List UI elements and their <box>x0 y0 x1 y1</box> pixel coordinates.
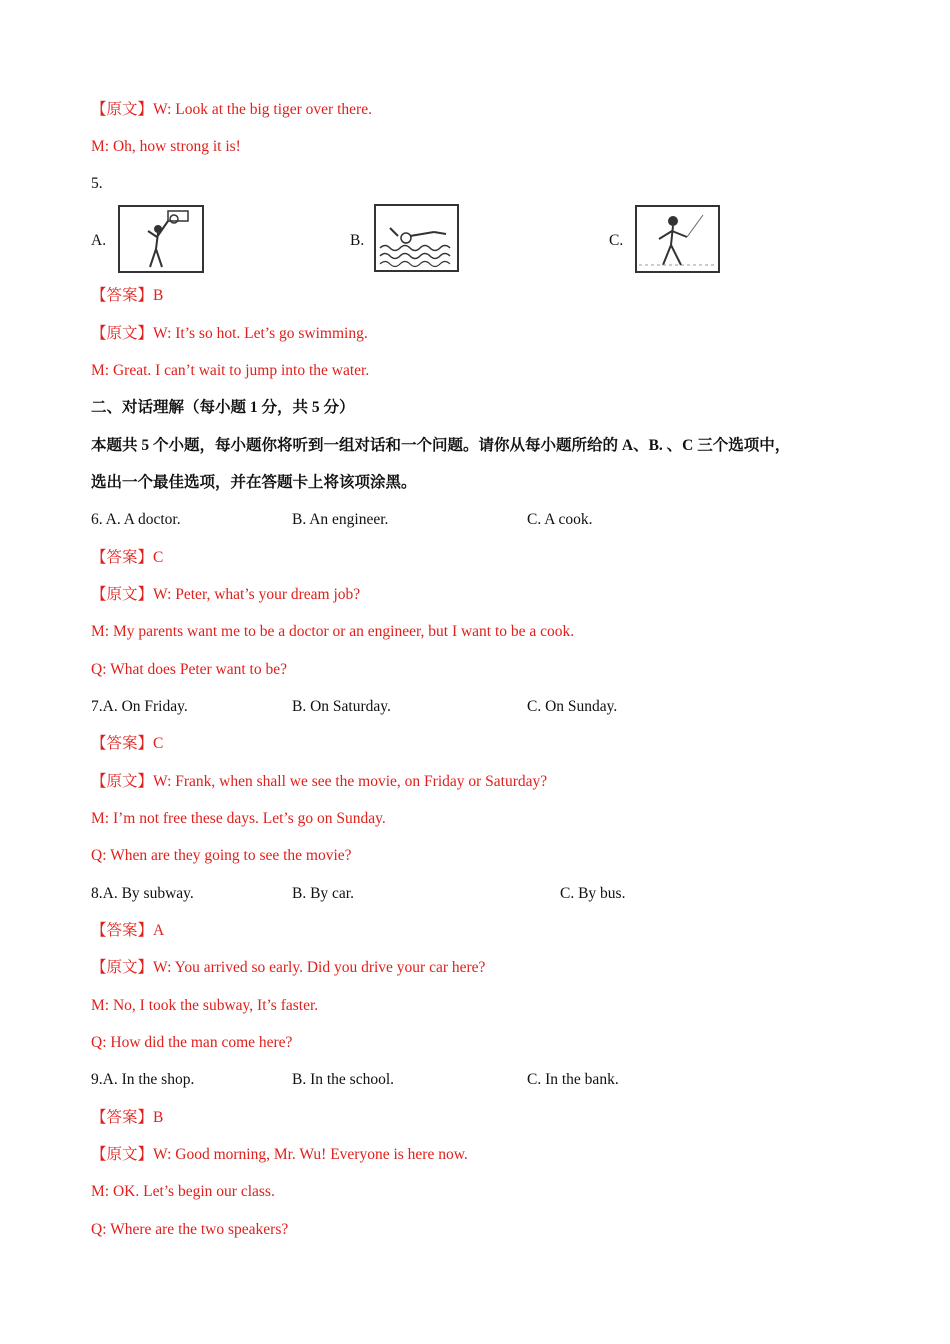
q7-option-b: B. On Saturday. <box>292 698 391 715</box>
q6-script-w: 【原文】W: Peter, what’s your dream job? <box>91 586 361 603</box>
section-2-instructions-1: 本题共 5 个小题，每小题你将听到一组对话和一个问题。请你从每小题所给的 A、B. 、C 三个选项中， <box>91 437 791 454</box>
q5-script-w: 【原文】W: It’s so hot. Let’s go swimming. <box>91 325 368 342</box>
swimmer-icon <box>374 204 459 272</box>
q8-script-w: 【原文】W: You arrived so early. Did you drive your car here? <box>91 959 486 976</box>
q5-option-a-label: A. <box>91 232 107 249</box>
q4-script-m: M: Oh, how strong it is! <box>91 138 241 155</box>
q9-option-b: B. In the school. <box>292 1071 395 1088</box>
q8-script-m: M: No, I took the subway, It’s faster. <box>91 997 319 1014</box>
q8-option-c: C. By bus. <box>560 885 626 902</box>
section-2-heading: 二、对话理解（每小题 1 分，共 5 分） <box>91 399 355 416</box>
q5-option-b-label: B. <box>350 232 365 249</box>
q7-script-m: M: I’m not free these days. Let’s go on Sunday. <box>91 810 386 827</box>
q5-script-m: M: Great. I can’t wait to jump into the water. <box>91 362 370 379</box>
q8-option-b: B. By car. <box>292 885 354 902</box>
q9-script-w: 【原文】W: Good morning, Mr. Wu! Everyone is here now. <box>91 1146 468 1163</box>
q9-answer: 【答案】B <box>91 1109 164 1126</box>
kite-flyer-icon <box>635 205 720 273</box>
q7-script-q: Q: When are they going to see the movie? <box>91 847 352 864</box>
q6-option-a: 6. A. A doctor. <box>91 511 181 528</box>
q8-script-q: Q: How did the man come here? <box>91 1034 293 1051</box>
q6-script-m: M: My parents want me to be a doctor or an engineer, but I want to be a cook. <box>91 623 575 640</box>
q9-script-m: M: OK. Let’s begin our class. <box>91 1183 275 1200</box>
q6-option-c: C. A cook. <box>527 511 593 528</box>
q7-answer: 【答案】C <box>91 735 164 752</box>
section-2-instructions-2: 选出一个最佳选项，并在答题卡上将该项涂黑。 <box>91 474 417 491</box>
q7-script-w: 【原文】W: Frank, when shall we see the movie, on Friday or Saturday? <box>91 773 548 790</box>
basketball-player-icon <box>118 205 204 273</box>
q9-script-q: Q: Where are the two speakers? <box>91 1221 289 1238</box>
q6-answer: 【答案】C <box>91 549 164 566</box>
q6-option-b: B. An engineer. <box>292 511 389 528</box>
q9-option-a: 9.A. In the shop. <box>91 1071 195 1088</box>
q5-number: 5. <box>91 175 103 192</box>
q8-option-a: 8.A. By subway. <box>91 885 194 902</box>
q5-option-c-label: C. <box>609 232 624 249</box>
q4-script-w: 【原文】W: Look at the big tiger over there. <box>91 101 372 118</box>
q8-answer: 【答案】A <box>91 922 165 939</box>
q7-option-c: C. On Sunday. <box>527 698 618 715</box>
q7-option-a: 7.A. On Friday. <box>91 698 188 715</box>
q6-script-q: Q: What does Peter want to be? <box>91 661 287 678</box>
q5-answer: 【答案】B <box>91 287 164 304</box>
q9-option-c: C. In the bank. <box>527 1071 619 1088</box>
